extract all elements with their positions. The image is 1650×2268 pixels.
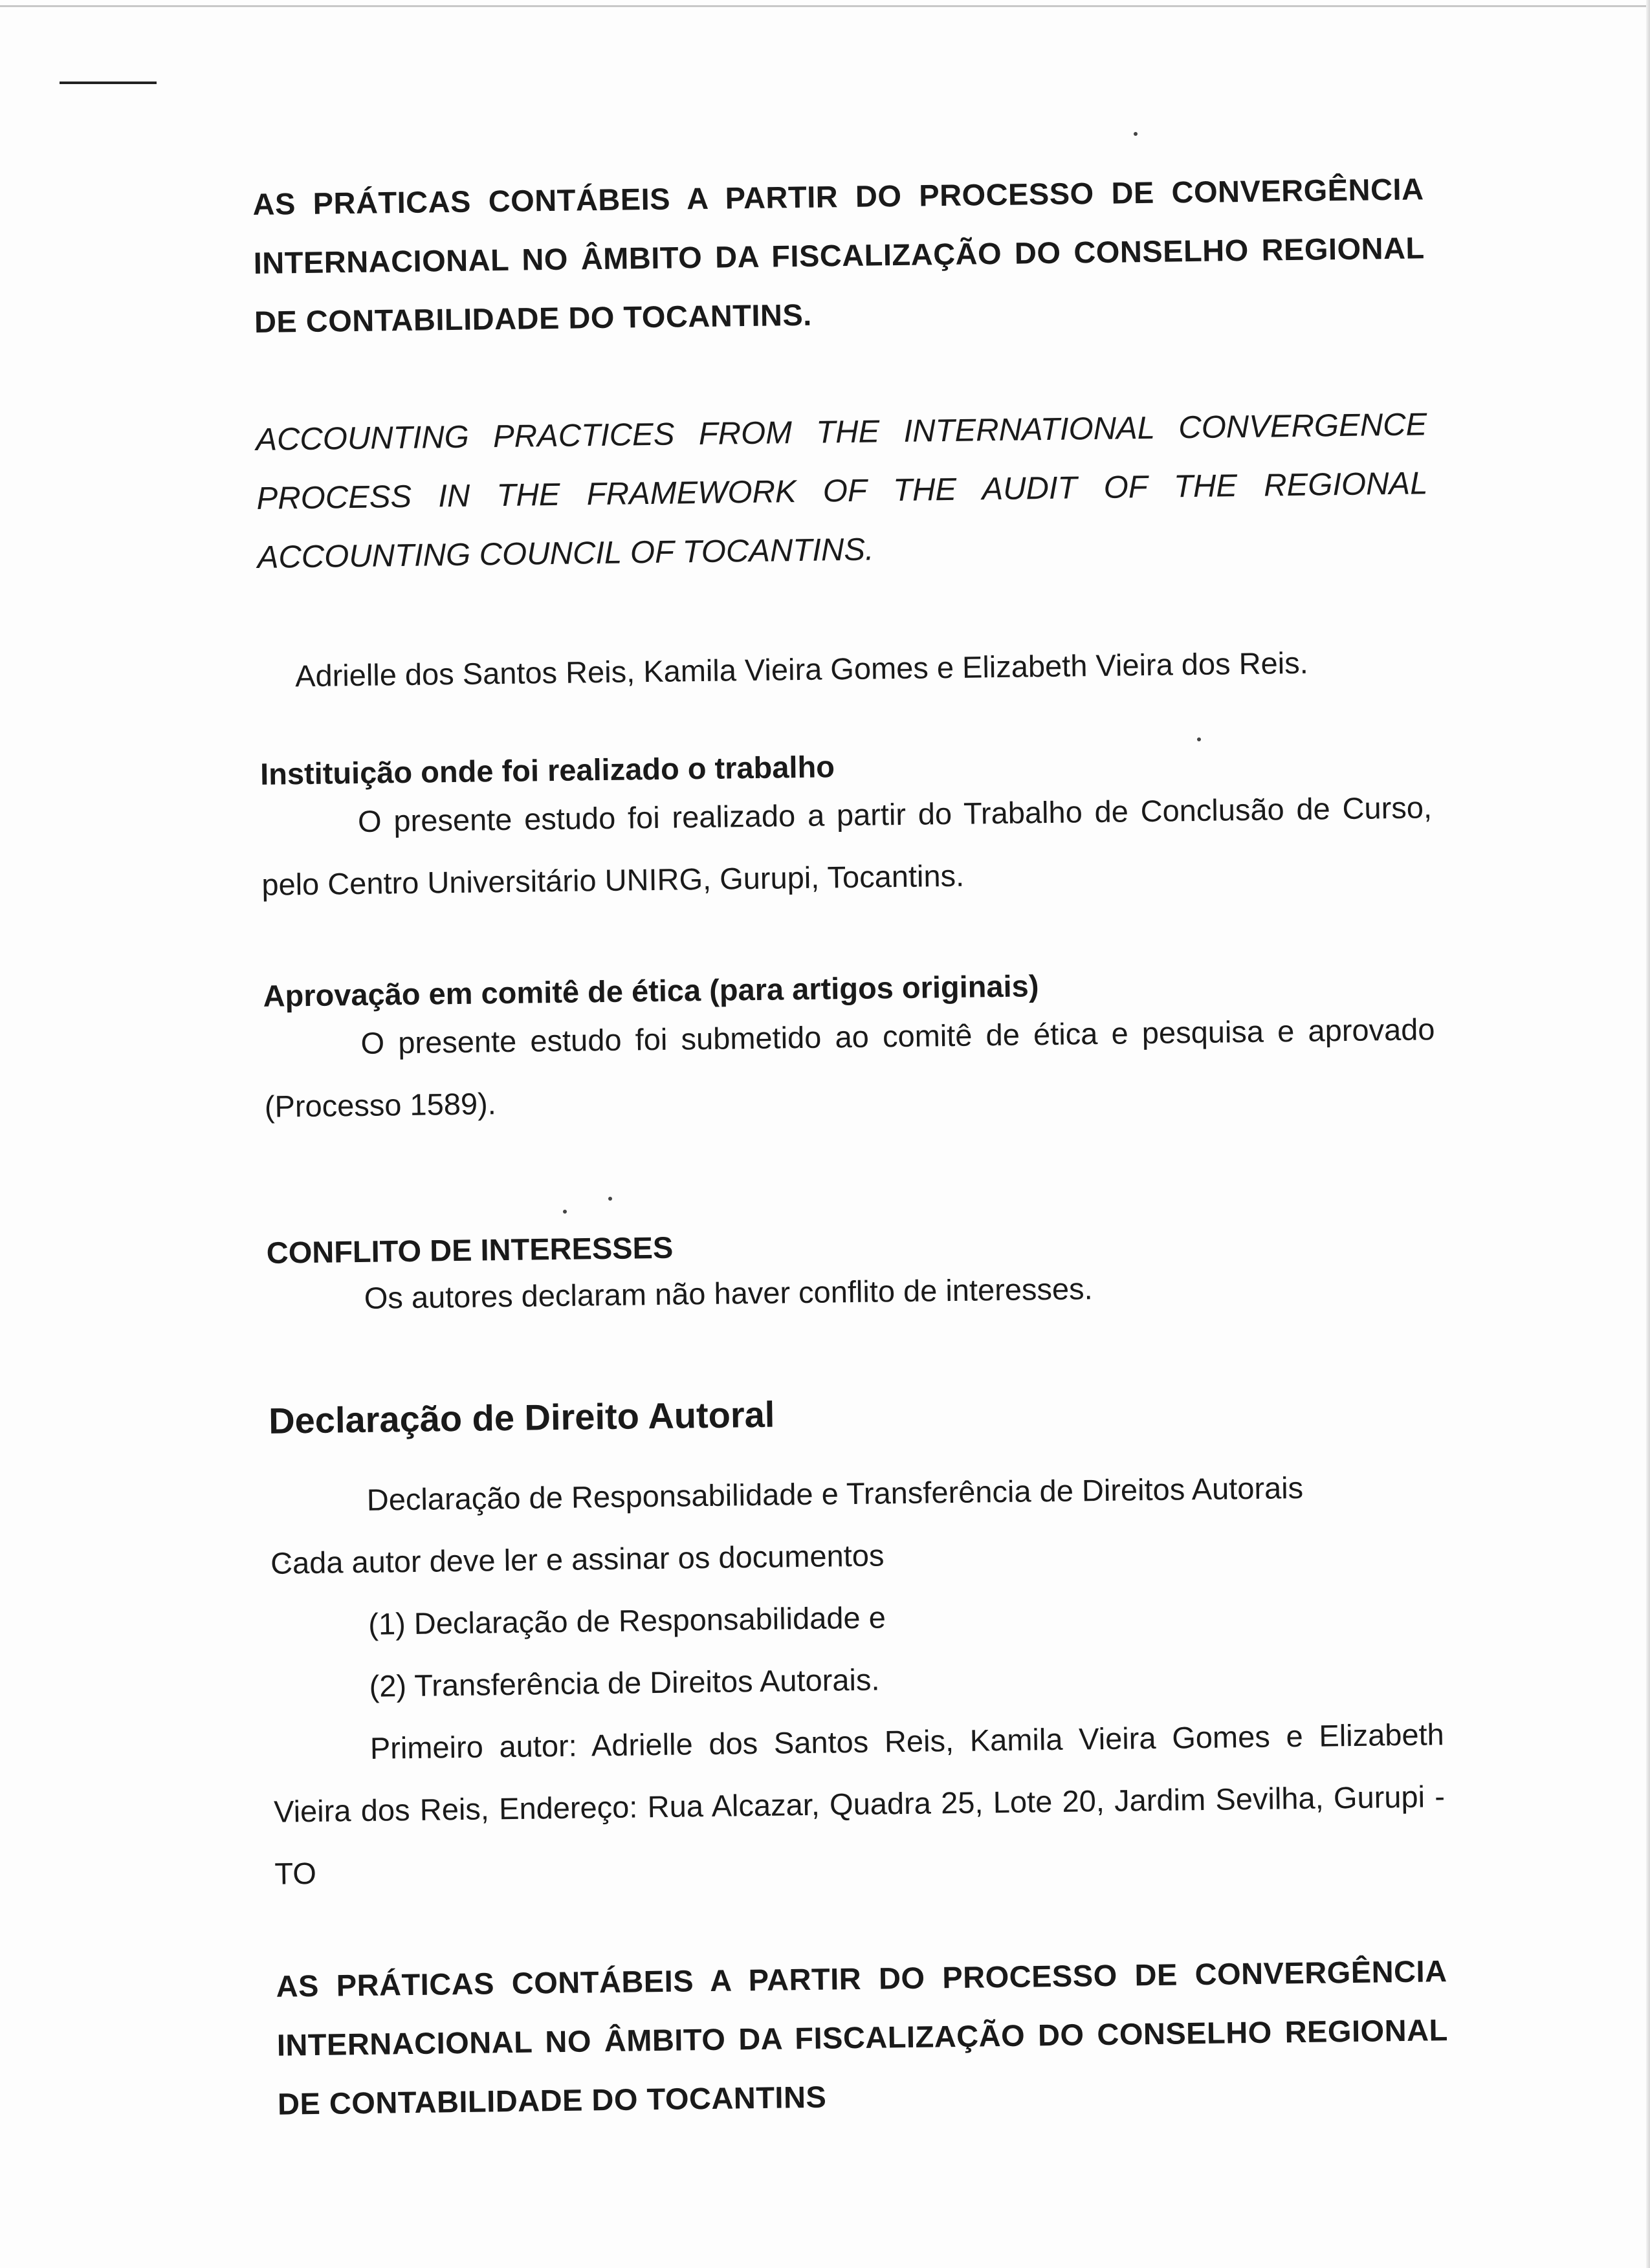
- conflict-heading: CONFLITO DE INTERESSES: [266, 1230, 674, 1270]
- scan-edge-line: [0, 5, 1650, 7]
- ethics-section: [263, 963, 1436, 1138]
- title-portuguese: AS PRÁTICAS CONTÁBEIS A PARTIR DO PROCESSO DE CONVERGÊNCIA INTERNACIONAL NO ÂMBITO DA FISCALIZAÇÃO DO CONSELHO REGIONAL DE CONTABILIDADE DO TOCANTINS.: [252, 171, 1425, 339]
- institution-text: O presente estudo foi realizado a partir do Trabalho de Conclusão de Curso, pelo Centro Universitário UNIRG, Gurupi, Tocantins.: [261, 790, 1433, 902]
- ethics-text: O presente estudo foi submetido ao comitê de ética e pesquisa e aprovado (Processo 1589).: [264, 1012, 1435, 1124]
- institution-heading: Instituição onde foi realizado o trabalho: [259, 749, 835, 791]
- copyright-line-2: Cada autor deve ler e assinar os documentos: [270, 1538, 885, 1580]
- authors-line: Adrielle dos Santos Reis, Kamila Vieira Gomes e Elizabeth Vieira dos Reis.: [294, 645, 1309, 693]
- copyright-item-2: (2) Transferência de Direitos Autorais.: [369, 1662, 880, 1703]
- copyright-heading: Declaração de Direito Autoral: [268, 1393, 775, 1441]
- scan-right-edge: [1646, 0, 1650, 2268]
- copyright-item-1: (1) Declaração de Responsabilidade e: [368, 1600, 886, 1641]
- corner-mark: [60, 82, 157, 84]
- scan-speck: [1134, 132, 1138, 136]
- ethics-heading: Aprovação em comitê de ética (para artigos originais): [263, 968, 1039, 1013]
- copyright-section: [269, 1384, 1446, 1905]
- title-portuguese-repeat: AS PRÁTICAS CONTÁBEIS A PARTIR DO PROCESSO DE CONVERGÊNCIA INTERNACIONAL NO ÂMBITO DA FISCALIZAÇÃO DO CONSELHO REGIONAL DE CONTABILIDADE DO TOCANTINS: [276, 1954, 1449, 2121]
- copyright-line-1: Declaração de Responsabilidade e Transferência de Direitos Autorais: [366, 1470, 1304, 1517]
- conflict-section: [266, 1219, 1438, 1329]
- institution-section: [260, 741, 1433, 916]
- copyright-declaration: [269, 1455, 1446, 1905]
- first-author-address: Primeiro autor: Adrielle dos Santos Reis, Kamila Vieira Gomes e Elizabeth Vieira dos Reis, Endereço: Rua Alcazar, Quadra 25, Lote 20, Jardim Sevilha, Gurupi - TO: [273, 1717, 1446, 1891]
- document-body: [252, 159, 1449, 2133]
- conflict-text: Os autores declaram não haver conflito de interesses.: [364, 1271, 1093, 1315]
- title-english: ACCOUNTING PRACTICES FROM THE INTERNATIONAL CONVERGENCE PROCESS IN THE FRAMEWORK OF THE AUDIT OF THE REGIONAL ACCOUNTING COUNCIL OF TOCANTINS.: [256, 407, 1428, 575]
